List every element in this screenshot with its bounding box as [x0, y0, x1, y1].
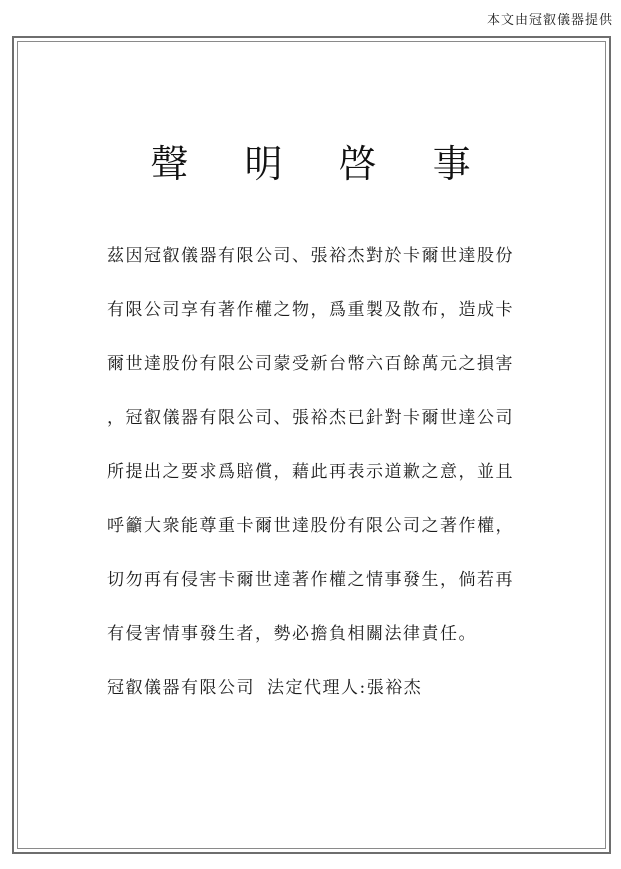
body-line: 切勿再有侵害卡爾世達著作權之情事發生，倘若再 — [107, 570, 514, 590]
notice-title: 聲 明 啓 事 — [150, 142, 493, 186]
body-line: 有限公司享有著作權之物，爲重製及散布，造成卡 — [107, 300, 514, 320]
signature-representative: 法定代理人:張裕杰 — [267, 678, 423, 698]
signature-company: 冠叡儀器有限公司 — [107, 678, 255, 698]
body-line: 爾世達股份有限公司蒙受新台幣六百餘萬元之損害 — [107, 354, 514, 374]
notice-body — [107, 241, 537, 673]
body-line: ，冠叡儀器有限公司、張裕杰已針對卡爾世達公司 — [107, 408, 514, 428]
body-line: 呼籲大衆能尊重卡爾世達股份有限公司之著作權， — [107, 516, 514, 536]
body-line: 所提出之要求爲賠償，藉此再表示道歉之意，並且 — [107, 462, 514, 482]
signature-line — [107, 673, 422, 703]
body-line: 有侵害情事發生者，勢必擔負相關法律責任。 — [107, 624, 477, 644]
provider-note: 本文由冠叡儀器提供 — [486, 13, 613, 28]
body-line: 茲因冠叡儀器有限公司、張裕杰對於卡爾世達股份 — [107, 246, 514, 266]
